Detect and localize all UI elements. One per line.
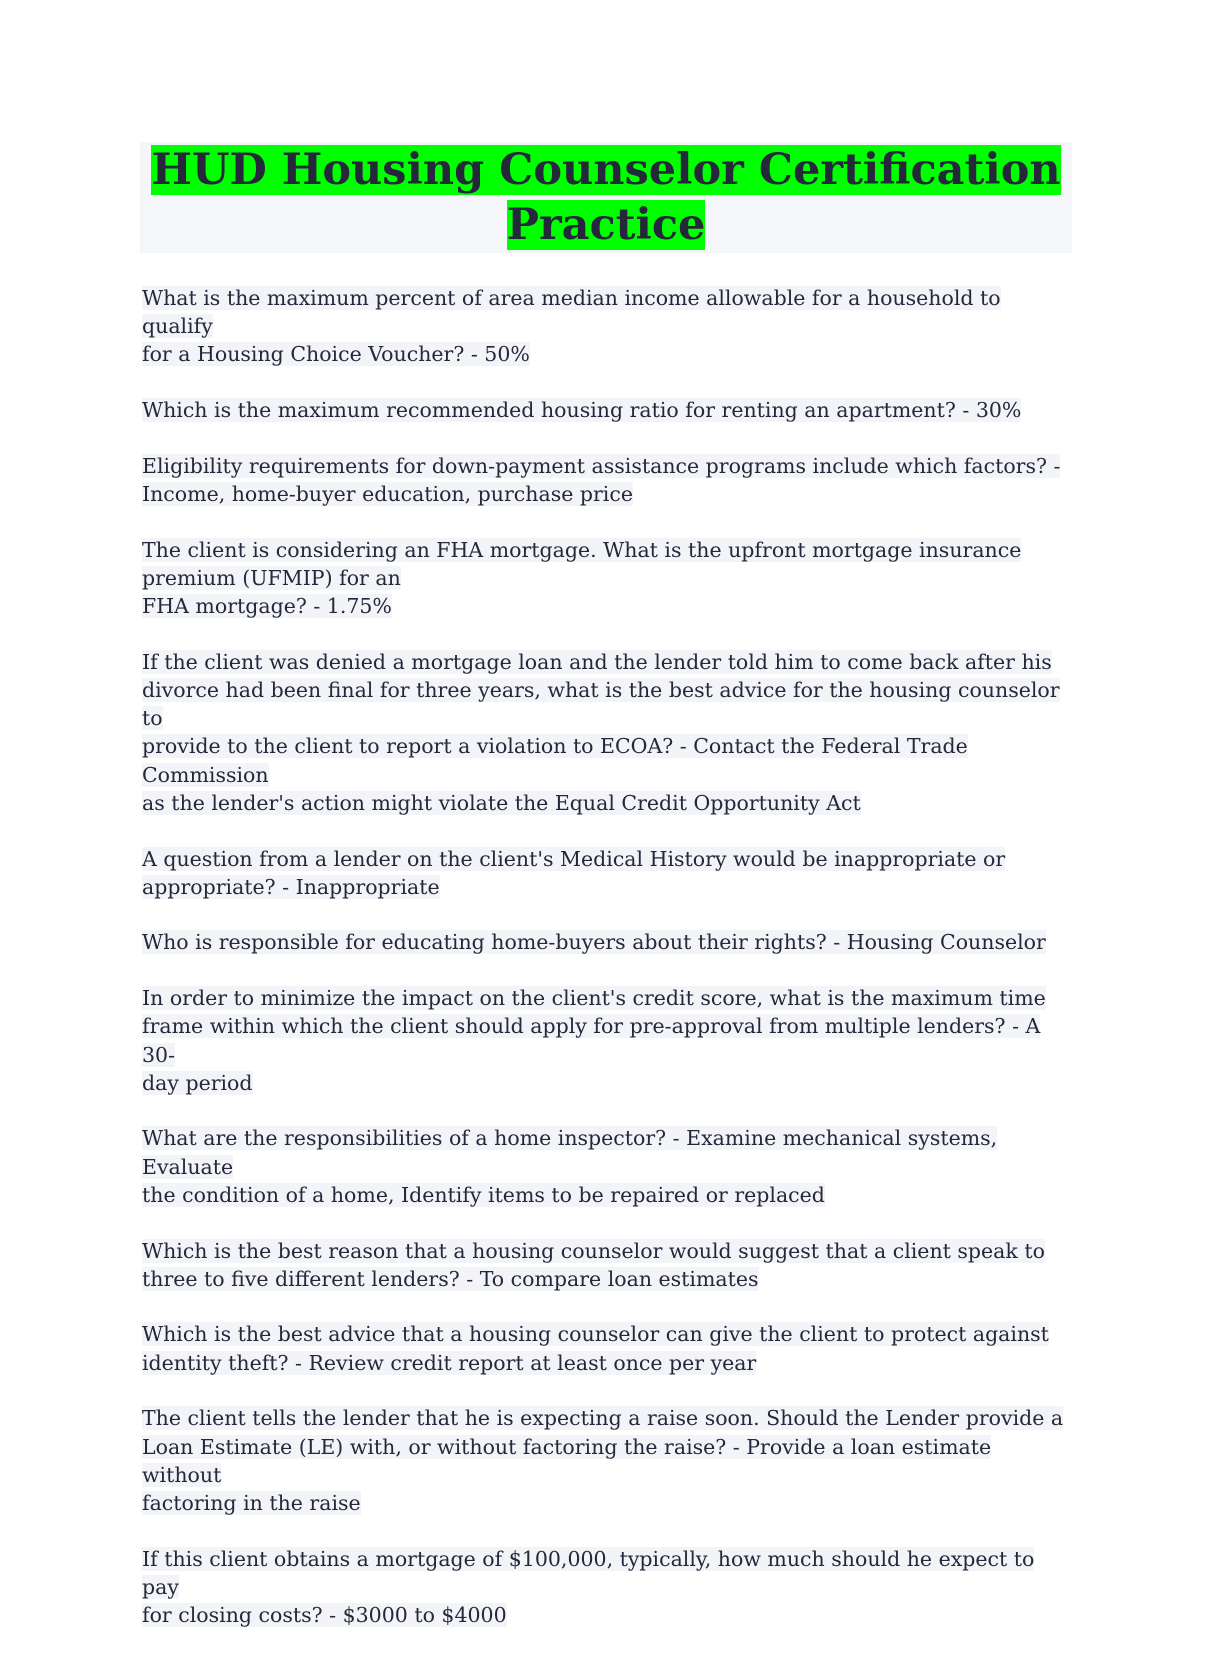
- qa-line: identity theft? - Review credit report at least once per year: [142, 1350, 757, 1375]
- qa-line: Which is the maximum recommended housing ratio for renting an apartment? - 30%: [142, 398, 1022, 423]
- qa-line: the condition of a home, Identify items to be repaired or replaced: [142, 1182, 825, 1207]
- qa-line: If this client obtains a mortgage of $100,000, typically, how much should he expect to pay: [142, 1546, 1035, 1599]
- qa-line: The client tells the lender that he is expecting a raise soon. Should the Lender provide a: [142, 1406, 1064, 1431]
- qa-line: day period: [142, 1070, 253, 1095]
- qa-item: [142, 1124, 1072, 1209]
- qa-item: [142, 536, 1072, 621]
- qa-item: [142, 284, 1072, 369]
- qa-line: FHA mortgage? - 1.75%: [142, 594, 392, 619]
- qa-item: [142, 1237, 1072, 1293]
- qa-item: [142, 1320, 1072, 1376]
- document-page: [140, 142, 1072, 1657]
- document-title-line-1: HUD Housing Counselor Certification: [151, 145, 1061, 195]
- qa-line: for closing costs? - $3000 to $4000: [142, 1603, 507, 1628]
- qa-item: [142, 1404, 1072, 1517]
- document-title-line-2: Practice: [506, 200, 706, 250]
- qa-item: [142, 1545, 1072, 1630]
- qa-line: frame within which the client should apply for pre-approval from multiple lenders? - A 30-: [142, 1014, 1041, 1067]
- qa-item: [142, 984, 1072, 1097]
- qa-line: What are the responsibilities of a home inspector? - Examine mechanical systems, Evaluate: [142, 1126, 998, 1179]
- title-block: [140, 142, 1072, 253]
- qa-item: [142, 648, 1072, 817]
- qa-line: What is the maximum percent of area median income allowable for a household to qualify: [142, 286, 1001, 339]
- qa-line: divorce had been final for three years, what is the best advice for the housing counselor to: [142, 678, 1060, 731]
- qa-item: [142, 396, 1072, 424]
- qa-line: for a Housing Choice Voucher? - 50%: [142, 342, 530, 367]
- qa-line: Who is responsible for educating home-buyers about their rights? - Housing Counselor: [142, 930, 1046, 955]
- qa-line: If the client was denied a mortgage loan and the lender told him to come back after his: [142, 649, 1052, 674]
- qa-item: [142, 452, 1072, 508]
- qa-line: Which is the best advice that a housing counselor can give the client to protect against: [142, 1322, 1049, 1347]
- qa-line: as the lender's action might violate the Equal Credit Opportunity Act: [142, 790, 861, 815]
- qa-line: three to five different lenders? - To compare loan estimates: [142, 1266, 759, 1291]
- qa-line: Eligibility requirements for down-payment assistance programs include which factors? -: [142, 453, 1061, 478]
- qa-line: provide to the client to report a violation to ECOA? - Contact the Federal Trade Commission: [142, 734, 968, 787]
- qa-item: [142, 845, 1072, 901]
- qa-line: premium (UFMIP) for an: [142, 565, 401, 590]
- qa-item: [142, 928, 1072, 956]
- qa-line: The client is considering an FHA mortgage. What is the upfront mortgage insurance: [142, 537, 1022, 562]
- qa-line: appropriate? - Inappropriate: [142, 874, 440, 899]
- qa-line: In order to minimize the impact on the client's credit score, what is the maximum time: [142, 986, 1046, 1011]
- qa-list: [140, 284, 1072, 1629]
- qa-line: A question from a lender on the client's Medical History would be inappropriate or: [142, 846, 1006, 871]
- qa-line: Loan Estimate (LE) with, or without factoring the raise? - Provide a loan estimate without: [142, 1434, 992, 1487]
- qa-line: factoring in the raise: [142, 1491, 361, 1515]
- qa-line: Which is the best reason that a housing counselor would suggest that a client speak to: [142, 1238, 1045, 1263]
- qa-line: Income, home-buyer education, purchase price: [142, 482, 633, 507]
